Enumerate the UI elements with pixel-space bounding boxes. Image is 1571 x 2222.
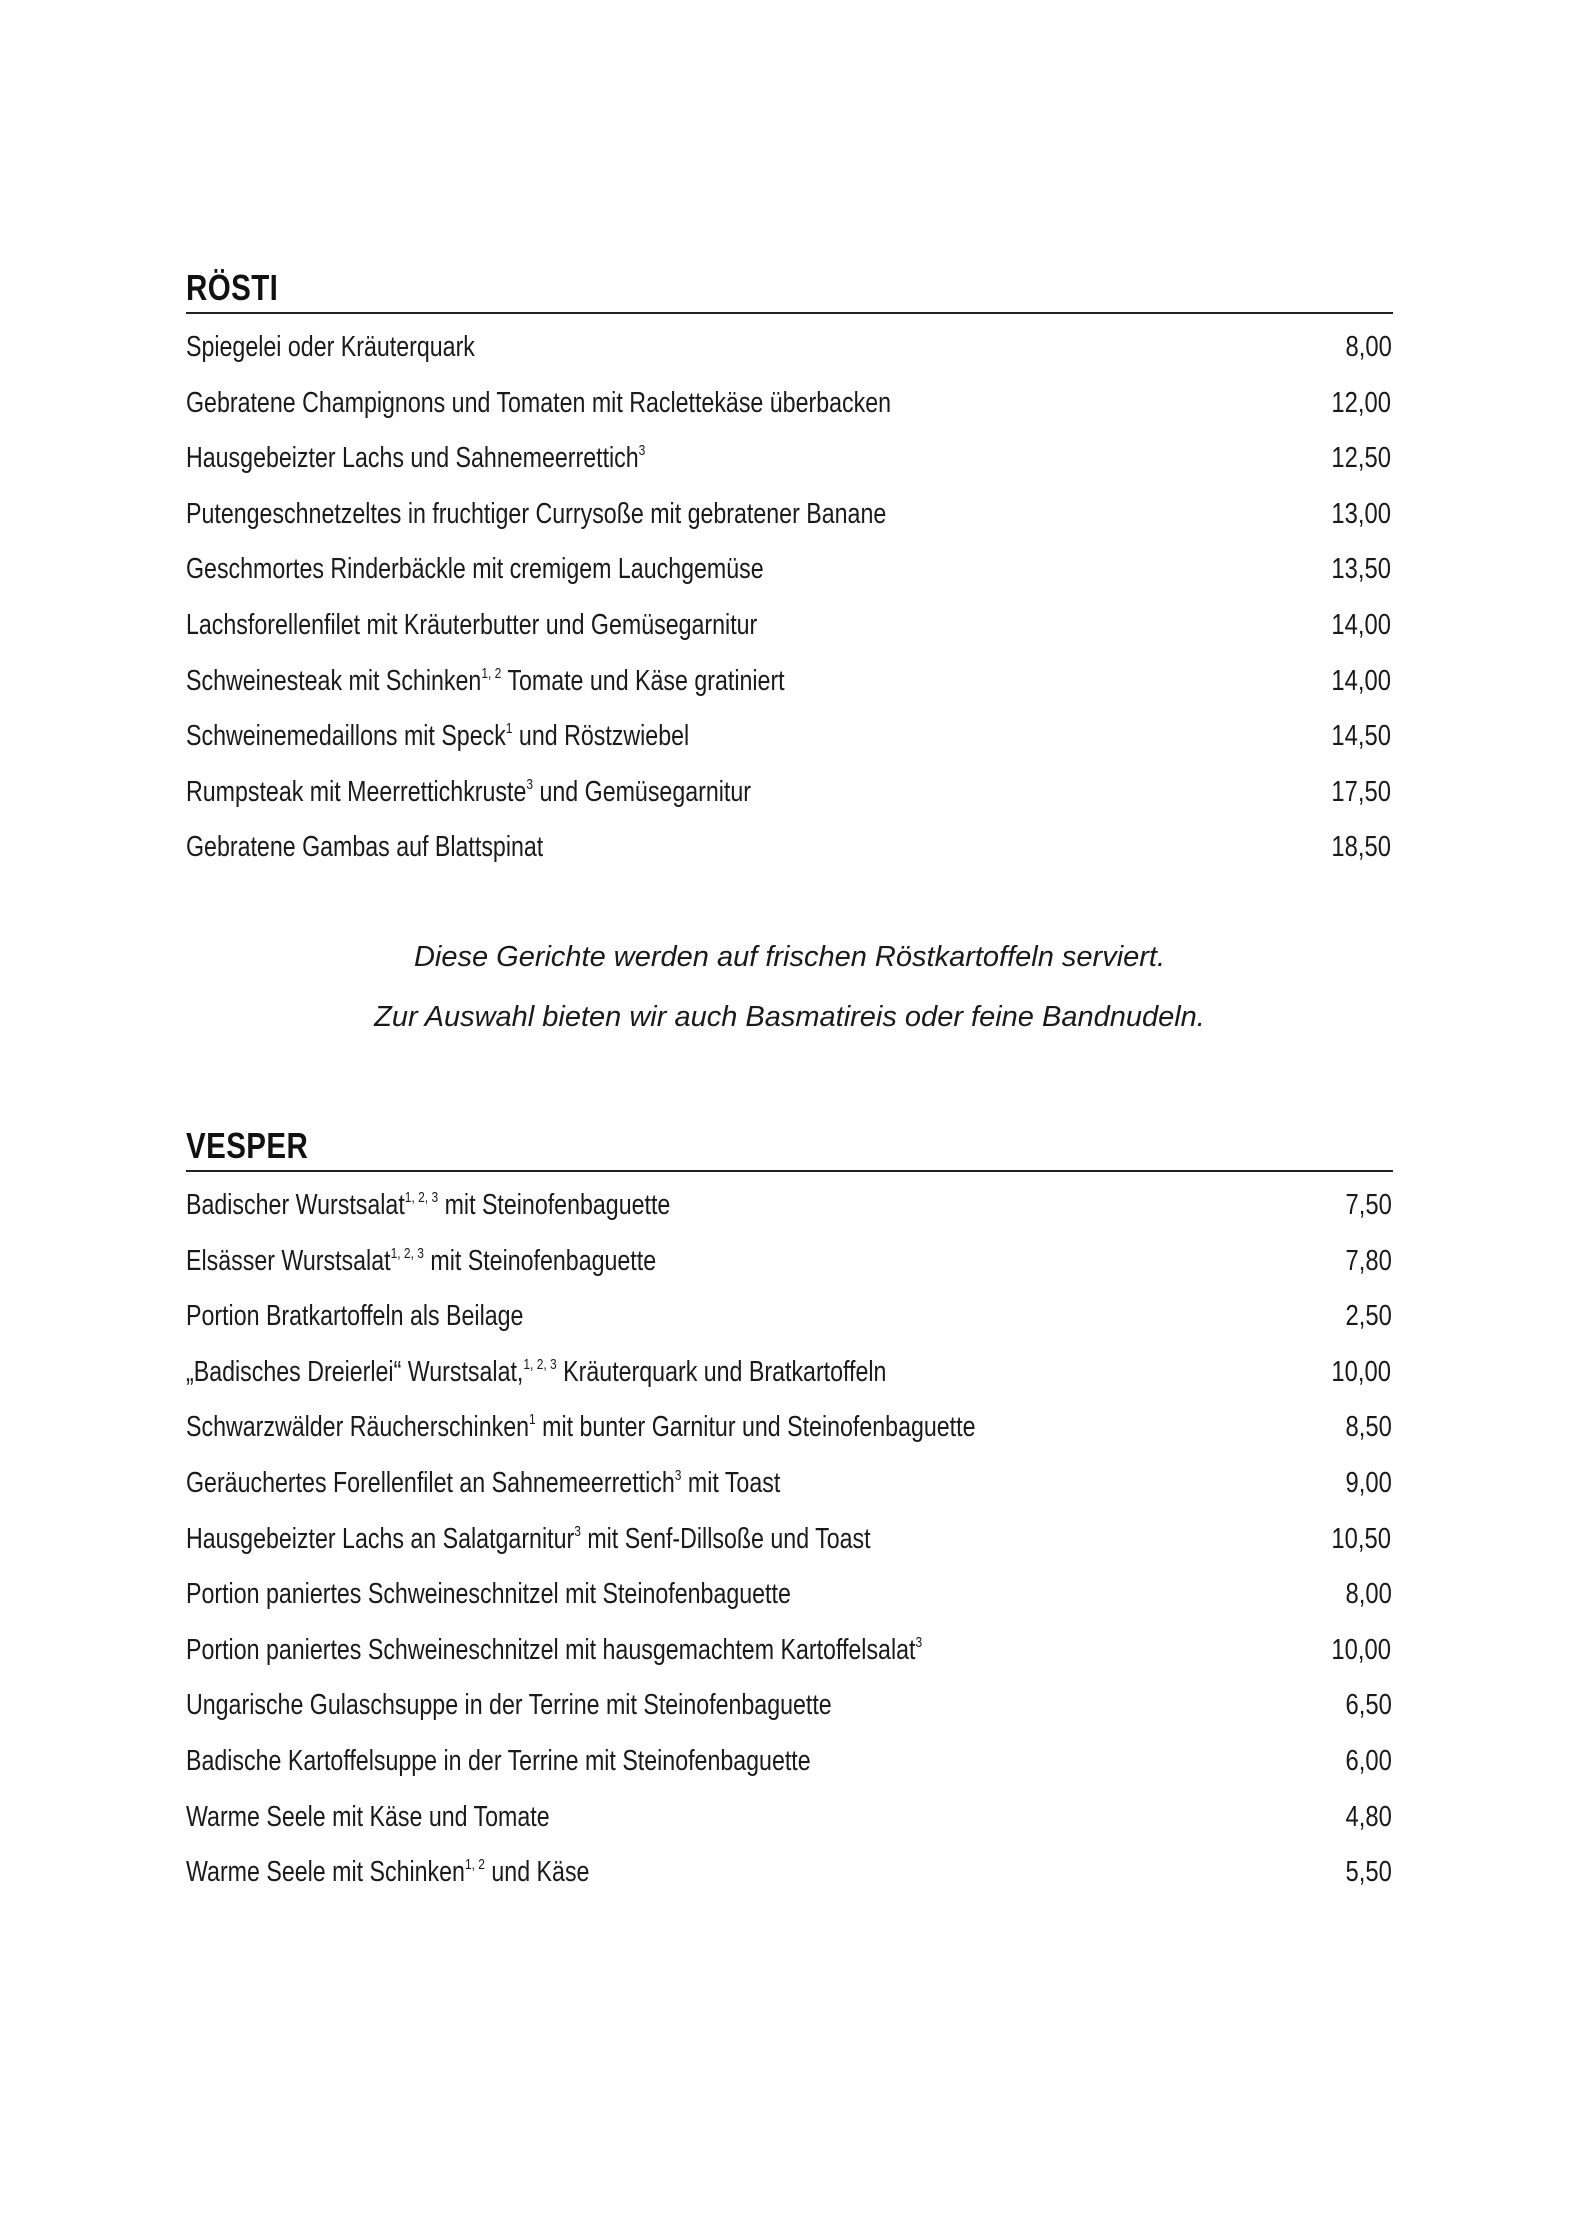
menu-item-name: Schwarzwälder Räucherschinken$^1$ mit bunter Garnitur und Steinofenbaguette xyxy=(186,1411,976,1444)
menu-item xyxy=(186,376,1393,432)
menu-item xyxy=(186,1456,1393,1512)
menu-item-price: 8,00 xyxy=(1345,331,1392,363)
menu-item xyxy=(186,1234,1393,1290)
menu-item-price: 12,00 xyxy=(1331,386,1392,419)
menu-item-price: 13,00 xyxy=(1331,497,1392,530)
section-title: RÖSTI xyxy=(186,267,279,308)
menu-item-name: Portion paniertes Schweineschnitzel mit Steinofenbaguette xyxy=(186,1578,791,1611)
menu-item-name: Schweinemedaillons mit Speck$^1$ und Röstzwiebel xyxy=(186,720,690,753)
menu-item-name: Warme Seele mit Käse und Tomate xyxy=(186,1800,550,1833)
menu-item xyxy=(186,1734,1393,1790)
menu-item-name: Badische Kartoffelsuppe in der Terrine mit Steinofenbaguette xyxy=(186,1744,811,1777)
menu-list xyxy=(186,320,1393,876)
menu-item-price: 4,80 xyxy=(1345,1800,1392,1833)
menu-item-name: Hausgebeizter Lachs an Salatgarnitur$^3$ mit Senf-Dillsoße und Toast xyxy=(186,1522,871,1555)
menu-item-price: 7,80 xyxy=(1345,1244,1392,1277)
section-vesper xyxy=(186,1124,1393,1901)
section-title: VESPER xyxy=(186,1125,309,1166)
menu-item xyxy=(186,1790,1393,1846)
menu-item-price: 9,00 xyxy=(1345,1466,1392,1499)
menu-item-price: 10,00 xyxy=(1331,1355,1392,1388)
menu-item-name: Ungarische Gulaschsuppe in der Terrine mit Steinofenbaguette xyxy=(186,1689,832,1722)
menu-item-price: 14,00 xyxy=(1331,608,1392,641)
menu-item-price: 17,50 xyxy=(1331,775,1392,808)
menu-item xyxy=(186,487,1393,543)
menu-item-name: Portion paniertes Schweineschnitzel mit hausgemachtem Kartoffelsalat$^3$ xyxy=(186,1633,923,1666)
menu-item xyxy=(186,598,1393,654)
menu-item-price: 5,50 xyxy=(1345,1856,1392,1889)
menu-item-name: Lachsforellenfilet mit Kräuterbutter und Gemüsegarnitur xyxy=(186,608,758,641)
menu-item-name: Elsässer Wurstsalat$^{1, 2, 3}$ mit Steinofenbaguette xyxy=(186,1244,657,1277)
menu-item-name: Hausgebeizter Lachs und Sahnemeerrettich$^3$ xyxy=(186,442,646,475)
menu-item-price: 6,00 xyxy=(1345,1744,1392,1777)
menu-item-name: Badischer Wurstsalat$^{1, 2, 3}$ mit Steinofenbaguette xyxy=(186,1189,671,1221)
menu-item-name: Spiegelei oder Kräuterquark xyxy=(186,331,475,363)
menu-item xyxy=(186,709,1393,765)
menu-item-price: 7,50 xyxy=(1345,1189,1392,1221)
menu-item-price: 8,50 xyxy=(1345,1411,1392,1444)
menu-item-price: 14,50 xyxy=(1331,720,1392,753)
menu-item xyxy=(186,542,1393,598)
menu-item xyxy=(186,1400,1393,1456)
menu-item xyxy=(186,1178,1393,1234)
menu-item-price: 2,50 xyxy=(1345,1300,1392,1333)
serving-note-line-2: Zur Auswahl bieten wir auch Basmatireis oder feine Bandnudeln. xyxy=(374,1001,1205,1033)
menu-item-name: Geräuchertes Forellenfilet an Sahnemeerrettich$^3$ mit Toast xyxy=(186,1466,781,1499)
menu-item-name: Gebratene Champignons und Tomaten mit Raclettekäse überbacken xyxy=(186,386,892,419)
menu-item-name: Rumpsteak mit Meerrettichkruste$^3$ und Gemüsegarnitur xyxy=(186,775,751,808)
menu-item-price: 6,50 xyxy=(1345,1689,1392,1722)
section-divider xyxy=(186,312,1393,314)
serving-note xyxy=(186,927,1393,1047)
menu-item-name: Warme Seele mit Schinken$^{1, 2}$ und Käse xyxy=(186,1856,590,1889)
menu-item-price: 10,00 xyxy=(1331,1633,1392,1666)
menu-item-price: 13,50 xyxy=(1331,553,1392,586)
menu-item-price: 14,00 xyxy=(1331,664,1392,697)
menu-list xyxy=(186,1178,1393,1901)
menu-item xyxy=(186,1567,1393,1623)
menu-item-name: Putengeschnetzeltes in fruchtiger Currysoße mit gebratener Banane xyxy=(186,497,887,530)
menu-item-price: 12,50 xyxy=(1331,442,1392,475)
menu-item xyxy=(186,654,1393,710)
menu-item-name: „Badisches Dreierlei“ Wurstsalat,$^{1, 2, 3}$ Kräuterquark und Bratkartoffeln xyxy=(186,1355,887,1388)
section-divider xyxy=(186,1170,1393,1172)
menu-item xyxy=(186,431,1393,487)
menu-item-price: 10,50 xyxy=(1331,1522,1392,1555)
menu-item xyxy=(186,1623,1393,1679)
menu-item xyxy=(186,320,1393,376)
menu-item-name: Portion Bratkartoffeln als Beilage xyxy=(186,1300,524,1333)
menu-item xyxy=(186,765,1393,821)
menu-item xyxy=(186,1512,1393,1568)
section-roesti xyxy=(186,266,1393,876)
serving-note-line-1: Diese Gerichte werden auf frischen Röstkartoffeln serviert. xyxy=(413,941,1166,973)
menu-item xyxy=(186,1678,1393,1734)
menu-item xyxy=(186,1845,1393,1901)
menu-item xyxy=(186,1345,1393,1401)
menu-item-name: Geschmortes Rinderbäckle mit cremigem Lauchgemüse xyxy=(186,553,764,586)
menu-item-price: 18,50 xyxy=(1331,831,1392,864)
menu-item-name: Gebratene Gambas auf Blattspinat xyxy=(186,831,544,864)
menu-item xyxy=(186,1289,1393,1345)
menu-item xyxy=(186,820,1393,876)
menu-item-name: Schweinesteak mit Schinken$^{1, 2}$ Tomate und Käse gratiniert xyxy=(186,664,785,697)
menu-item-price: 8,00 xyxy=(1345,1578,1392,1611)
